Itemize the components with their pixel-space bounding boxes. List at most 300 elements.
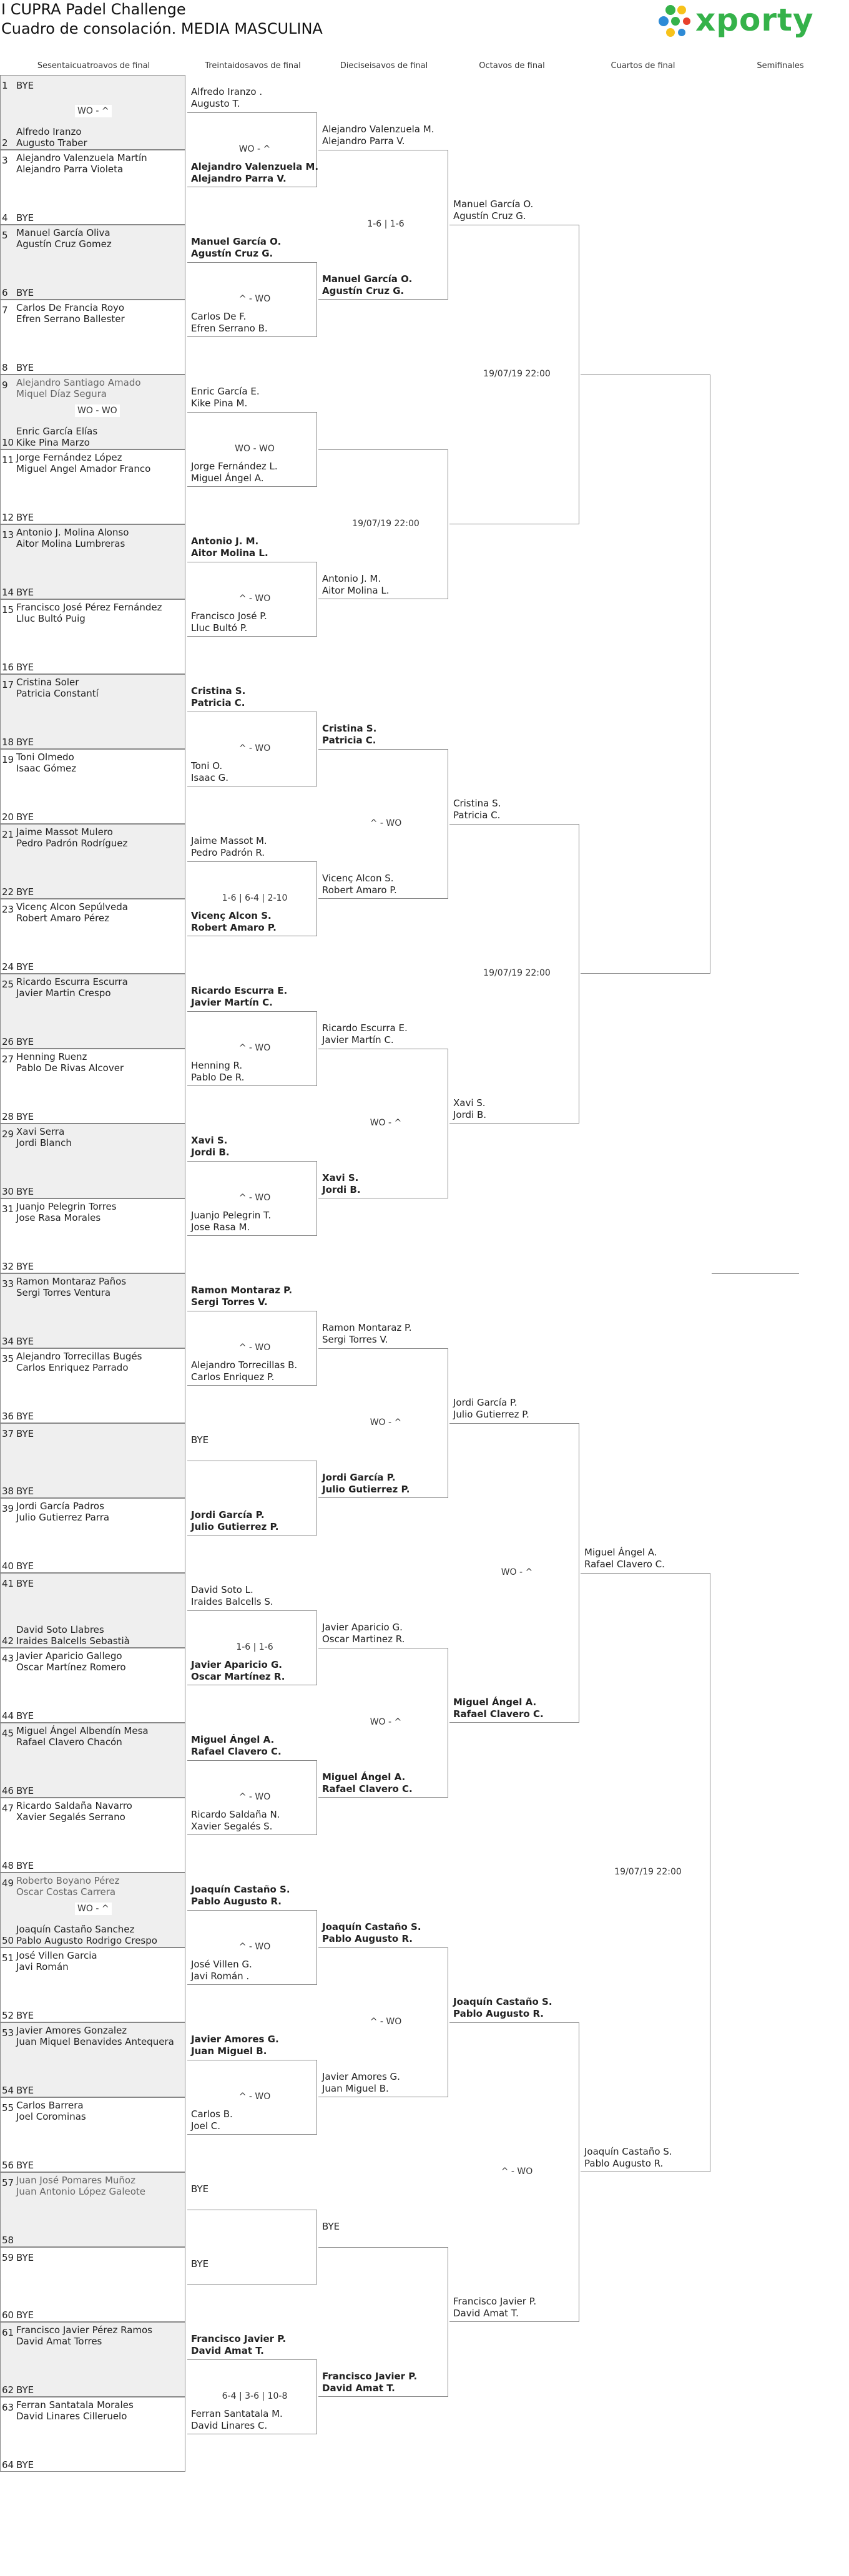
player-name: Francisco Javier Pérez Ramos — [16, 2324, 152, 2336]
r32-team-bottom — [191, 610, 267, 634]
slot-number: 12 — [2, 512, 14, 523]
r16-team-top — [322, 1622, 405, 1645]
round-header: Cuartos de final — [611, 61, 675, 71]
slot-number: 2 — [2, 137, 8, 149]
r8-player-name: Pablo Augusto R. — [453, 2008, 544, 2019]
r32-result: WO - ^ — [218, 143, 292, 155]
r4-result: 19/07/19 22:00 — [611, 1866, 685, 1878]
r32-result: ^ - WO — [218, 592, 292, 605]
r64-slot[interactable] — [0, 1011, 185, 1049]
player-name: Robert Amaro Pérez — [16, 913, 110, 924]
r64-slot[interactable] — [0, 1348, 185, 1386]
r64-slot[interactable] — [0, 1236, 185, 1273]
slot-number: 57 — [2, 2177, 14, 2188]
r32-player-name: Jaime Massot M. — [191, 835, 267, 846]
r32-result: WO - WO — [218, 443, 292, 455]
r8-team-top — [453, 198, 533, 222]
r64-slot[interactable] — [0, 2322, 185, 2359]
r64-slot[interactable] — [0, 786, 185, 824]
bye-label: BYE — [16, 1860, 34, 1871]
slot-number: 23 — [2, 904, 14, 915]
r64-slot[interactable] — [0, 1423, 185, 1461]
r64-slot[interactable] — [0, 1760, 185, 1798]
r16-player-name: Xavi S. — [322, 1172, 359, 1183]
r64-slot[interactable] — [0, 300, 185, 337]
r16-player-name: Aitor Molina L. — [322, 585, 390, 596]
round-header: Octavos de final — [479, 61, 545, 71]
r32-team-top — [191, 1584, 273, 1608]
r64-slot[interactable] — [0, 824, 185, 861]
r32-team-top — [191, 86, 262, 110]
r4-player-name: Miguel Ángel A. — [584, 1547, 657, 1558]
player-name: Javier Aparicio Gallego — [16, 1650, 122, 1662]
r8-player-name: David Amat T. — [453, 2308, 519, 2319]
bye-label: BYE — [16, 2309, 34, 2321]
r8-player-name: Jordi B. — [453, 1109, 487, 1120]
r64-slot[interactable] — [0, 262, 185, 300]
r16-player-name: Miguel Ángel A. — [322, 1771, 406, 1783]
player-name: Oscar Martínez Romero — [16, 1662, 126, 1673]
r64-slot[interactable] — [0, 1273, 185, 1311]
r32-player-name: Rafael Clavero C. — [191, 1746, 282, 1757]
player-name: Alejandro Parra Violeta — [16, 164, 124, 175]
r64-result: WO - ^ — [75, 105, 112, 117]
r64-slot[interactable] — [0, 637, 185, 674]
player-name: Ramon Montaraz Paños — [16, 1276, 127, 1287]
r16-team-bottom — [322, 2071, 400, 2095]
r16-team-bottom — [322, 1472, 410, 1496]
slot-number: 11 — [2, 454, 14, 466]
r64-slot[interactable] — [0, 1685, 185, 1723]
r32-player-name: Ricardo Escurra E. — [191, 985, 288, 996]
player-name: Juanjo Pelegrin Torres — [16, 1201, 117, 1212]
r4-player-name: Rafael Clavero C. — [584, 1559, 665, 1570]
bye-label: BYE — [16, 1560, 34, 1572]
r16-player-name: Pablo Augusto R. — [322, 1933, 413, 1944]
r16-player-name: Alejandro Parra V. — [322, 135, 405, 147]
r64-slot[interactable] — [0, 2060, 185, 2097]
r8-player-name: Francisco Javier P. — [453, 2296, 537, 2307]
r4-player-name: Joaquín Castaño S. — [584, 2146, 672, 2157]
r64-slot[interactable] — [0, 412, 185, 449]
slot-number: 13 — [2, 529, 14, 541]
player-name: Vicenç Alcon Sepúlveda — [16, 901, 128, 913]
player-name: Juan José Pomares Muñoz — [16, 2175, 135, 2186]
r32-team-bottom — [191, 461, 278, 484]
r16-player-name: Javier Martín C. — [322, 1034, 394, 1046]
r32-team-bottom — [191, 1809, 280, 1833]
slot-number: 24 — [2, 961, 14, 972]
r16-player-name: Cristina S. — [322, 723, 377, 734]
r8-team-top — [453, 798, 501, 821]
r32-team-top — [191, 1434, 209, 1446]
player-name: Francisco José Pérez Fernández — [16, 602, 162, 613]
r32-player-name: Robert Amaro P. — [191, 922, 277, 933]
r32-player-name: Cristina S. — [191, 685, 246, 697]
r64-slot[interactable] — [0, 861, 185, 899]
r32-player-name: Toni O. — [191, 760, 223, 771]
r8-result: 19/07/19 22:00 — [480, 967, 554, 979]
bye-label: BYE — [16, 886, 34, 898]
r32-result: ^ - WO — [218, 1341, 292, 1354]
r32-player-name: Carlos B. — [191, 2108, 233, 2120]
player-name: David Amat Torres — [16, 2336, 102, 2347]
r32-player-name: Javier Aparicio G. — [191, 1659, 282, 1670]
r32-player-name: Henning R. — [191, 1060, 243, 1071]
slot-number: 46 — [2, 1785, 14, 1796]
player-name: Oscar Costas Carrera — [16, 1886, 116, 1898]
r32-player-name: Javier Amores G. — [191, 2034, 279, 2045]
r64-slot[interactable] — [0, 1985, 185, 2022]
r32-team-top — [191, 1285, 292, 1308]
player-name: Xavi Serra — [16, 1126, 65, 1137]
r16-player-name: Jordi García P. — [322, 1472, 396, 1483]
bye-label: BYE — [16, 1261, 34, 1272]
r32-team-bottom — [191, 1659, 285, 1683]
r32-player-name: Javi Román . — [191, 1971, 250, 1982]
r16-player-name: Ricardo Escurra E. — [322, 1022, 408, 1034]
player-name: Roberto Boyano Pérez — [16, 1875, 120, 1886]
bye-label: BYE — [16, 1036, 34, 1047]
player-name: Lluc Bultó Puig — [16, 613, 86, 624]
r32-player-name: José Villen G. — [191, 1959, 252, 1970]
r64-slot[interactable] — [0, 1386, 185, 1423]
bye-label: BYE — [16, 961, 34, 972]
r4-team-top — [584, 1547, 665, 1570]
bye-label: BYE — [16, 512, 34, 523]
bye-label: BYE — [16, 811, 34, 823]
slot-number: 8 — [2, 362, 8, 373]
player-name: Aitor Molina Lumbreras — [16, 538, 125, 549]
r4-match-box[interactable] — [581, 375, 710, 974]
r32-player-name: Alejandro Valenzuela M. — [191, 161, 319, 172]
bye-label: BYE — [16, 287, 34, 298]
r8-player-name: Patricia C. — [453, 810, 501, 821]
r32-team-bottom — [191, 311, 268, 335]
r32-team-bottom — [191, 1060, 244, 1084]
r64-slot[interactable] — [0, 1161, 185, 1198]
player-name: Alejandro Torrecillas Bugés — [16, 1351, 142, 1362]
r64-slot[interactable] — [0, 674, 185, 712]
r64-slot[interactable] — [0, 112, 185, 150]
player-name: Agustín Cruz Gomez — [16, 238, 112, 250]
r32-team-bottom — [191, 1959, 252, 1982]
bye-label: BYE — [16, 1578, 34, 1589]
r32-team-top — [191, 536, 268, 559]
r32-player-name: Miguel Ángel A. — [191, 1734, 275, 1745]
r32-player-name: Carlos Enriquez P. — [191, 1371, 275, 1383]
r64-slot[interactable] — [0, 449, 185, 487]
r32-team-top — [191, 236, 281, 260]
r32-player-name: Ricardo Saldaña N. — [191, 1809, 280, 1820]
slot-number: 48 — [2, 1860, 14, 1871]
r32-team-bottom — [191, 1210, 271, 1233]
bye-label: BYE — [16, 212, 34, 223]
r32-player-name: Sergi Torres V. — [191, 1296, 268, 1308]
slot-number: 28 — [2, 1111, 14, 1122]
r32-player-name: Juan Miguel B. — [191, 2045, 267, 2057]
r32-player-name: Joaquín Castaño S. — [191, 1884, 290, 1895]
r32-team-top — [191, 1135, 230, 1158]
r64-slot[interactable] — [0, 1498, 185, 1535]
r32-player-name: Efren Serrano B. — [191, 323, 268, 334]
r8-team-top — [453, 1996, 552, 2020]
r64-slot[interactable] — [0, 599, 185, 637]
r64-slot[interactable] — [0, 1723, 185, 1760]
slot-number: 39 — [2, 1503, 14, 1514]
r16-result: WO - ^ — [349, 1716, 423, 1728]
r32-result: 1-6 | 6-4 | 2-10 — [218, 892, 292, 904]
slot-number: 16 — [2, 662, 14, 673]
r32-player-name: Pedro Padrón R. — [191, 847, 265, 858]
r16-player-name: BYE — [322, 2221, 340, 2232]
r32-player-name: Kike Pina M. — [191, 398, 248, 409]
player-name: José Villen Garcia — [16, 1950, 97, 1961]
slot-number: 33 — [2, 1278, 14, 1290]
slot-number: 43 — [2, 1653, 14, 1664]
r32-result: ^ - WO — [218, 1791, 292, 1803]
r32-team-bottom — [191, 910, 277, 934]
page-header — [0, 0, 814, 56]
slot-number: 10 — [2, 437, 14, 448]
player-name: Javi Román — [16, 1961, 69, 1972]
r64-slot[interactable] — [0, 749, 185, 786]
bye-label: BYE — [16, 1411, 34, 1422]
r64-slot[interactable] — [0, 187, 185, 225]
r16-team-top — [322, 124, 434, 147]
slot-number: 6 — [2, 287, 8, 298]
r16-player-name: Robert Amaro P. — [322, 884, 397, 896]
r64-slot[interactable] — [0, 936, 185, 974]
r16-team-top — [322, 1322, 412, 1346]
r32-player-name: Patricia C. — [191, 697, 245, 708]
r64-slot[interactable] — [0, 2022, 185, 2060]
r32-player-name: Enric García E. — [191, 386, 260, 397]
r8-player-name: Rafael Clavero C. — [453, 1708, 544, 1720]
r64-slot[interactable] — [0, 899, 185, 936]
r32-player-name: Carlos De F. — [191, 311, 247, 322]
r8-team-bottom — [453, 2296, 536, 2319]
r32-player-name: Pablo Augusto R. — [191, 1896, 282, 1907]
r64-slot[interactable] — [0, 1311, 185, 1348]
r64-slot[interactable] — [0, 1573, 185, 1610]
r8-player-name: Manuel García O. — [453, 198, 534, 210]
player-name: Carlos Barrera — [16, 2100, 84, 2111]
player-name: Manuel García Oliva — [16, 227, 110, 238]
player-name: Xavier Segalés Serrano — [16, 1811, 125, 1823]
r64-slot[interactable] — [0, 2097, 185, 2135]
round-header: Dieciseisavos de final — [340, 61, 428, 71]
slot-number: 47 — [2, 1803, 14, 1814]
r32-result: ^ - WO — [218, 2090, 292, 2103]
r32-player-name: David Soto L. — [191, 1584, 253, 1595]
r16-player-name: Javier Aparicio G. — [322, 1622, 403, 1633]
r64-slot[interactable] — [0, 1198, 185, 1236]
slot-number: 44 — [2, 1710, 14, 1721]
player-name: Rafael Clavero Chacón — [16, 1736, 122, 1748]
round-header: Semifinales — [757, 61, 804, 71]
r32-result: ^ - WO — [218, 742, 292, 755]
slot-number: 60 — [2, 2309, 14, 2321]
r32-team-bottom — [191, 760, 228, 784]
r64-slot[interactable] — [0, 2434, 185, 2472]
r32-player-name: Alejandro Torrecillas B. — [191, 1359, 298, 1371]
r16-player-name: Sergi Torres V. — [322, 1334, 388, 1345]
r32-player-name: Julio Gutierrez P. — [191, 1521, 279, 1532]
r64-slot[interactable] — [0, 1910, 185, 1947]
player-name: Miguel Ángel Albendín Mesa — [16, 1725, 149, 1736]
r8-result: WO - ^ — [480, 1566, 554, 1579]
player-name: Augusto Traber — [16, 137, 87, 149]
r64-slot[interactable] — [0, 2397, 185, 2434]
xporty-dots-icon — [655, 4, 695, 42]
player-name: Miquel Díaz Segura — [16, 388, 107, 399]
r64-slot[interactable] — [0, 2359, 185, 2397]
player-name: Ferran Santatala Morales — [16, 2399, 134, 2411]
slot-number: 38 — [2, 1486, 14, 1497]
r32-player-name: Isaac G. — [191, 772, 229, 783]
bye-label: BYE — [16, 1111, 34, 1122]
r64-slot[interactable] — [0, 712, 185, 749]
r64-slot[interactable] — [0, 524, 185, 562]
r32-team-top — [191, 2183, 209, 2195]
r8-player-name: Cristina S. — [453, 798, 501, 809]
r32-player-name: BYE — [191, 1434, 209, 1446]
slot-number: 55 — [2, 2102, 14, 2113]
r8-player-name: Miguel Ángel A. — [453, 1697, 537, 1708]
r32-player-name: David Amat T. — [191, 2345, 264, 2356]
r32-match-box[interactable] — [187, 2210, 317, 2285]
bye-label: BYE — [16, 2252, 34, 2263]
player-name: Ricardo Saldaña Navarro — [16, 1800, 132, 1811]
player-name: Kike Pina Marzo — [16, 437, 90, 448]
r16-team-top — [322, 1022, 408, 1046]
r32-player-name: Agustín Cruz G. — [191, 248, 273, 259]
player-name: Cristina Soler — [16, 677, 79, 688]
r8-team-top — [453, 1397, 529, 1421]
player-name: Joaquín Castaño Sanchez — [16, 1924, 135, 1935]
r16-team-top — [322, 723, 376, 747]
r32-player-name: Jordi García P. — [191, 1509, 265, 1521]
slot-number: 36 — [2, 1411, 14, 1422]
r32-player-name: BYE — [191, 2258, 209, 2270]
slot-number: 35 — [2, 1353, 14, 1364]
slot-number: 41 — [2, 1578, 14, 1589]
r32-team-top — [191, 835, 267, 859]
r64-result: WO - ^ — [75, 1903, 112, 1915]
r32-player-name: Antonio J. M. — [191, 536, 259, 547]
r64-slot[interactable] — [0, 1124, 185, 1161]
slot-number: 1 — [2, 80, 8, 91]
player-name: Efren Serrano Ballester — [16, 313, 125, 325]
r16-player-name: Agustín Cruz G. — [322, 285, 405, 296]
r64-slot[interactable] — [0, 150, 185, 187]
player-name: Juan Miquel Benavides Antequera — [16, 2036, 174, 2047]
r8-result: 19/07/19 22:00 — [480, 368, 554, 380]
r64-slot[interactable] — [0, 1648, 185, 1685]
r8-team-bottom — [453, 1697, 544, 1720]
player-name: Alfredo Iranzo — [16, 126, 82, 137]
slot-number: 58 — [2, 2235, 14, 2246]
slot-number: 51 — [2, 1952, 14, 1964]
r64-slot[interactable] — [0, 337, 185, 375]
r32-team-bottom — [191, 2258, 209, 2270]
r64-slot[interactable] — [0, 1535, 185, 1573]
r32-player-name: Lluc Bultó P. — [191, 622, 248, 634]
r8-player-name: Joaquín Castaño S. — [453, 1996, 552, 2007]
r4-team-bottom — [584, 2146, 672, 2170]
slot-number: 62 — [2, 2384, 14, 2396]
slot-number: 54 — [2, 2085, 14, 2096]
r32-result: 6-4 | 3-6 | 10-8 — [218, 2390, 292, 2402]
r64-slot[interactable] — [0, 1947, 185, 1985]
r64-slot[interactable] — [0, 1049, 185, 1086]
xporty-logo[interactable] — [655, 2, 814, 42]
r64-slot[interactable] — [0, 1835, 185, 1873]
r32-player-name: Oscar Martínez R. — [191, 1671, 285, 1682]
r32-player-name: Xavi S. — [191, 1135, 228, 1146]
r64-slot[interactable] — [0, 225, 185, 262]
slot-number: 22 — [2, 886, 14, 898]
slot-number: 20 — [2, 811, 14, 823]
player-name: Isaac Gómez — [16, 763, 77, 774]
r64-slot[interactable] — [0, 1798, 185, 1835]
r64-slot[interactable] — [0, 2210, 185, 2247]
slot-number: 17 — [2, 679, 14, 690]
r64-slot[interactable] — [0, 2247, 185, 2285]
player-name: Julio Gutierrez Parra — [16, 1512, 110, 1523]
bye-label: BYE — [16, 1428, 34, 1439]
r64-slot[interactable] — [0, 562, 185, 599]
player-name: Sergi Torres Ventura — [16, 1287, 111, 1298]
slot-number: 34 — [2, 1336, 14, 1347]
r16-player-name: Patricia C. — [322, 735, 376, 746]
r8-result: ^ - WO — [480, 2165, 554, 2178]
slot-number: 15 — [2, 604, 14, 615]
r32-player-name: Ferran Santatala M. — [191, 2408, 283, 2419]
r32-player-name: Pablo De R. — [191, 1072, 245, 1083]
r64-slot[interactable] — [0, 1461, 185, 1498]
player-name: Juan Antonio López Galeote — [16, 2186, 146, 2197]
r64-slot[interactable] — [0, 974, 185, 1011]
bye-label: BYE — [16, 1336, 34, 1347]
r64-slot[interactable] — [0, 2135, 185, 2172]
bye-label: BYE — [16, 587, 34, 598]
r64-slot[interactable] — [0, 2285, 185, 2322]
r16-player-name: David Amat T. — [322, 2383, 395, 2394]
r64-slot[interactable] — [0, 1610, 185, 1648]
r64-slot[interactable] — [0, 2172, 185, 2210]
r32-result: ^ - WO — [218, 1941, 292, 1953]
slot-number: 4 — [2, 212, 8, 223]
r32-player-name: Ramon Montaraz P. — [191, 1285, 293, 1296]
player-name: Joel Corominas — [16, 2111, 86, 2122]
r16-team-bottom — [322, 1771, 413, 1795]
r64-slot[interactable] — [0, 1086, 185, 1124]
bye-label: BYE — [16, 362, 34, 373]
r4-player-name: Pablo Augusto R. — [584, 2158, 664, 2169]
slot-number: 40 — [2, 1560, 14, 1572]
r32-player-name: Miguel Ángel A. — [191, 473, 264, 484]
r16-player-name: Joaquín Castaño S. — [322, 1921, 421, 1932]
logo-wordmark: xporty — [695, 2, 814, 38]
slot-number: 19 — [2, 754, 14, 765]
r32-player-name: Manuel García O. — [191, 236, 282, 247]
r64-slot[interactable] — [0, 487, 185, 524]
r32-team-top — [191, 2034, 279, 2057]
player-name: Carlos De Francia Royo — [16, 302, 125, 313]
r32-player-name: David Linares C. — [191, 2420, 268, 2431]
